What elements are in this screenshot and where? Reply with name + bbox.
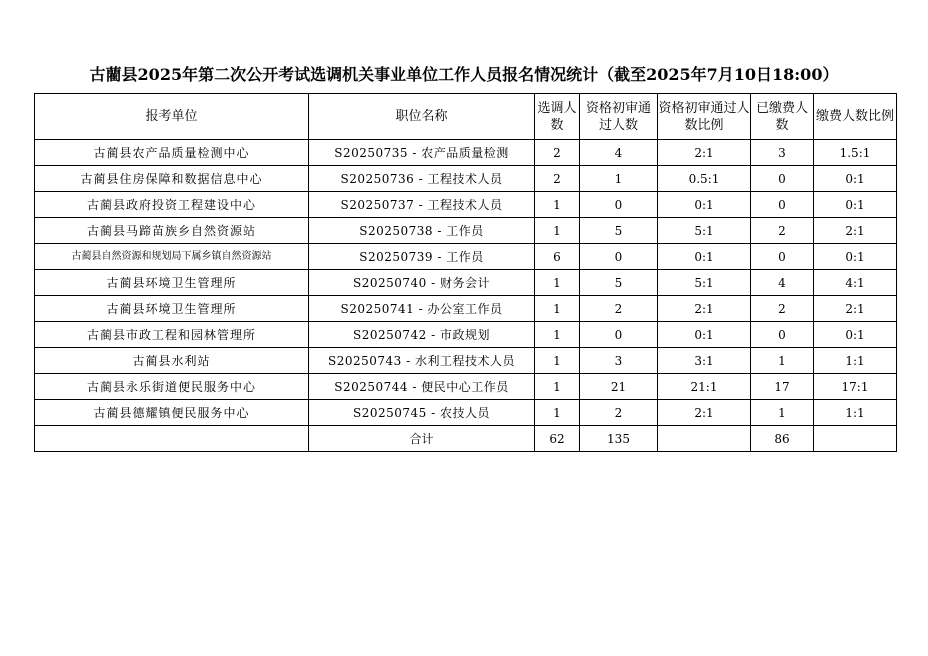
cell-passed: 3 [580,348,658,374]
cell-unit: 古蔺县马蹄苗族乡自然资源站 [35,218,309,244]
cell-passed: 0 [580,322,658,348]
table-row [35,218,897,244]
cell-passed-ratio: 5:1 [658,218,751,244]
cell-paid: 0 [751,192,814,218]
cell-paid-ratio: 1:1 [814,348,897,374]
table-header-row [35,94,897,140]
cell-total-paid: 86 [751,426,814,452]
cell-quota: 6 [535,244,580,270]
cell-paid: 4 [751,270,814,296]
table-row [35,166,897,192]
cell-position: S20250740 - 财务会计 [309,270,535,296]
table-total-row [35,426,897,452]
cell-position: S20250739 - 工作员 [309,244,535,270]
cell-position: S20250736 - 工程技术人员 [309,166,535,192]
header-paid: 已缴费人数 [751,94,814,140]
cell-total-passed: 135 [580,426,658,452]
table-row [35,348,897,374]
cell-unit: 古蔺县政府投资工程建设中心 [35,192,309,218]
cell-paid-ratio: 4:1 [814,270,897,296]
cell-unit: 古蔺县环境卫生管理所 [35,270,309,296]
cell-passed: 0 [580,244,658,270]
cell-passed-ratio: 0:1 [658,192,751,218]
cell-quota: 1 [535,322,580,348]
header-quota: 选调人数 [535,94,580,140]
cell-total-passed-ratio [658,426,751,452]
cell-unit: 古蔺县水利站 [35,348,309,374]
cell-paid: 2 [751,296,814,322]
cell-quota: 1 [535,400,580,426]
header-position: 职位名称 [309,94,535,140]
header-passed: 资格初审通过人数 [580,94,658,140]
table-row [35,140,897,166]
cell-unit: 古蔺县农产品质量检测中心 [35,140,309,166]
cell-quota: 1 [535,296,580,322]
cell-paid: 3 [751,140,814,166]
cell-position: S20250737 - 工程技术人员 [309,192,535,218]
cell-passed-ratio: 0:1 [658,244,751,270]
cell-position: S20250738 - 工作员 [309,218,535,244]
cell-passed-ratio: 0.5:1 [658,166,751,192]
cell-position: S20250742 - 市政规划 [309,322,535,348]
cell-paid: 1 [751,348,814,374]
cell-paid-ratio: 17:1 [814,374,897,400]
cell-paid-ratio: 0:1 [814,192,897,218]
cell-paid: 1 [751,400,814,426]
cell-unit: 古蔺县自然资源和规划局下属乡镇自然资源站 [35,244,309,270]
cell-paid-ratio: 0:1 [814,166,897,192]
cell-paid-ratio: 2:1 [814,296,897,322]
cell-passed: 0 [580,192,658,218]
cell-quota: 2 [535,166,580,192]
registration-table [34,93,897,452]
table-row [35,296,897,322]
cell-quota: 1 [535,374,580,400]
cell-position: S20250743 - 水利工程技术人员 [309,348,535,374]
cell-passed-ratio: 3:1 [658,348,751,374]
cell-quota: 1 [535,348,580,374]
cell-passed-ratio: 0:1 [658,322,751,348]
cell-paid-ratio: 1:1 [814,400,897,426]
cell-paid: 0 [751,166,814,192]
cell-quota: 2 [535,140,580,166]
cell-paid: 0 [751,322,814,348]
cell-total-paid-ratio [814,426,897,452]
cell-paid: 17 [751,374,814,400]
cell-passed: 2 [580,296,658,322]
table-row [35,374,897,400]
table-row [35,322,897,348]
cell-total-quota: 62 [535,426,580,452]
table-row [35,270,897,296]
cell-quota: 1 [535,192,580,218]
table-body [35,140,897,452]
cell-passed-ratio: 2:1 [658,296,751,322]
header-unit: 报考单位 [35,94,309,140]
table-row [35,192,897,218]
cell-quota: 1 [535,270,580,296]
cell-unit: 古蔺县市政工程和园林管理所 [35,322,309,348]
cell-paid-ratio: 0:1 [814,244,897,270]
cell-position: S20250744 - 便民中心工作员 [309,374,535,400]
cell-passed: 21 [580,374,658,400]
cell-passed: 5 [580,218,658,244]
cell-unit: 古蔺县德耀镇便民服务中心 [35,400,309,426]
cell-unit: 古蔺县永乐街道便民服务中心 [35,374,309,400]
cell-paid-ratio: 2:1 [814,218,897,244]
cell-position: S20250745 - 农技人员 [309,400,535,426]
cell-passed-ratio: 2:1 [658,140,751,166]
cell-passed-ratio: 2:1 [658,400,751,426]
document-title: 古藺县2025年第二次公开考试选调机关事业单位工作人员报名情况统计（截至2025年7月10日18:00） [89,65,839,84]
cell-total-label: 合计 [309,426,535,452]
cell-quota: 1 [535,218,580,244]
header-paid-ratio: 缴费人数比例 [814,94,897,140]
cell-passed: 1 [580,166,658,192]
cell-paid: 0 [751,244,814,270]
cell-passed-ratio: 21:1 [658,374,751,400]
cell-paid-ratio: 1.5:1 [814,140,897,166]
cell-passed: 2 [580,400,658,426]
cell-unit: 古蔺县住房保障和数据信息中心 [35,166,309,192]
cell-paid: 2 [751,218,814,244]
cell-unit: 古蔺县环境卫生管理所 [35,296,309,322]
cell-passed: 5 [580,270,658,296]
header-passed-ratio: 资格初审通过人数比例 [658,94,751,140]
cell-position: S20250741 - 办公室工作员 [309,296,535,322]
table-row [35,244,897,270]
cell-passed: 4 [580,140,658,166]
cell-total-unit-empty [35,426,309,452]
cell-position: S20250735 - 农产品质量检测 [309,140,535,166]
cell-passed-ratio: 5:1 [658,270,751,296]
cell-paid-ratio: 0:1 [814,322,897,348]
table-row [35,400,897,426]
